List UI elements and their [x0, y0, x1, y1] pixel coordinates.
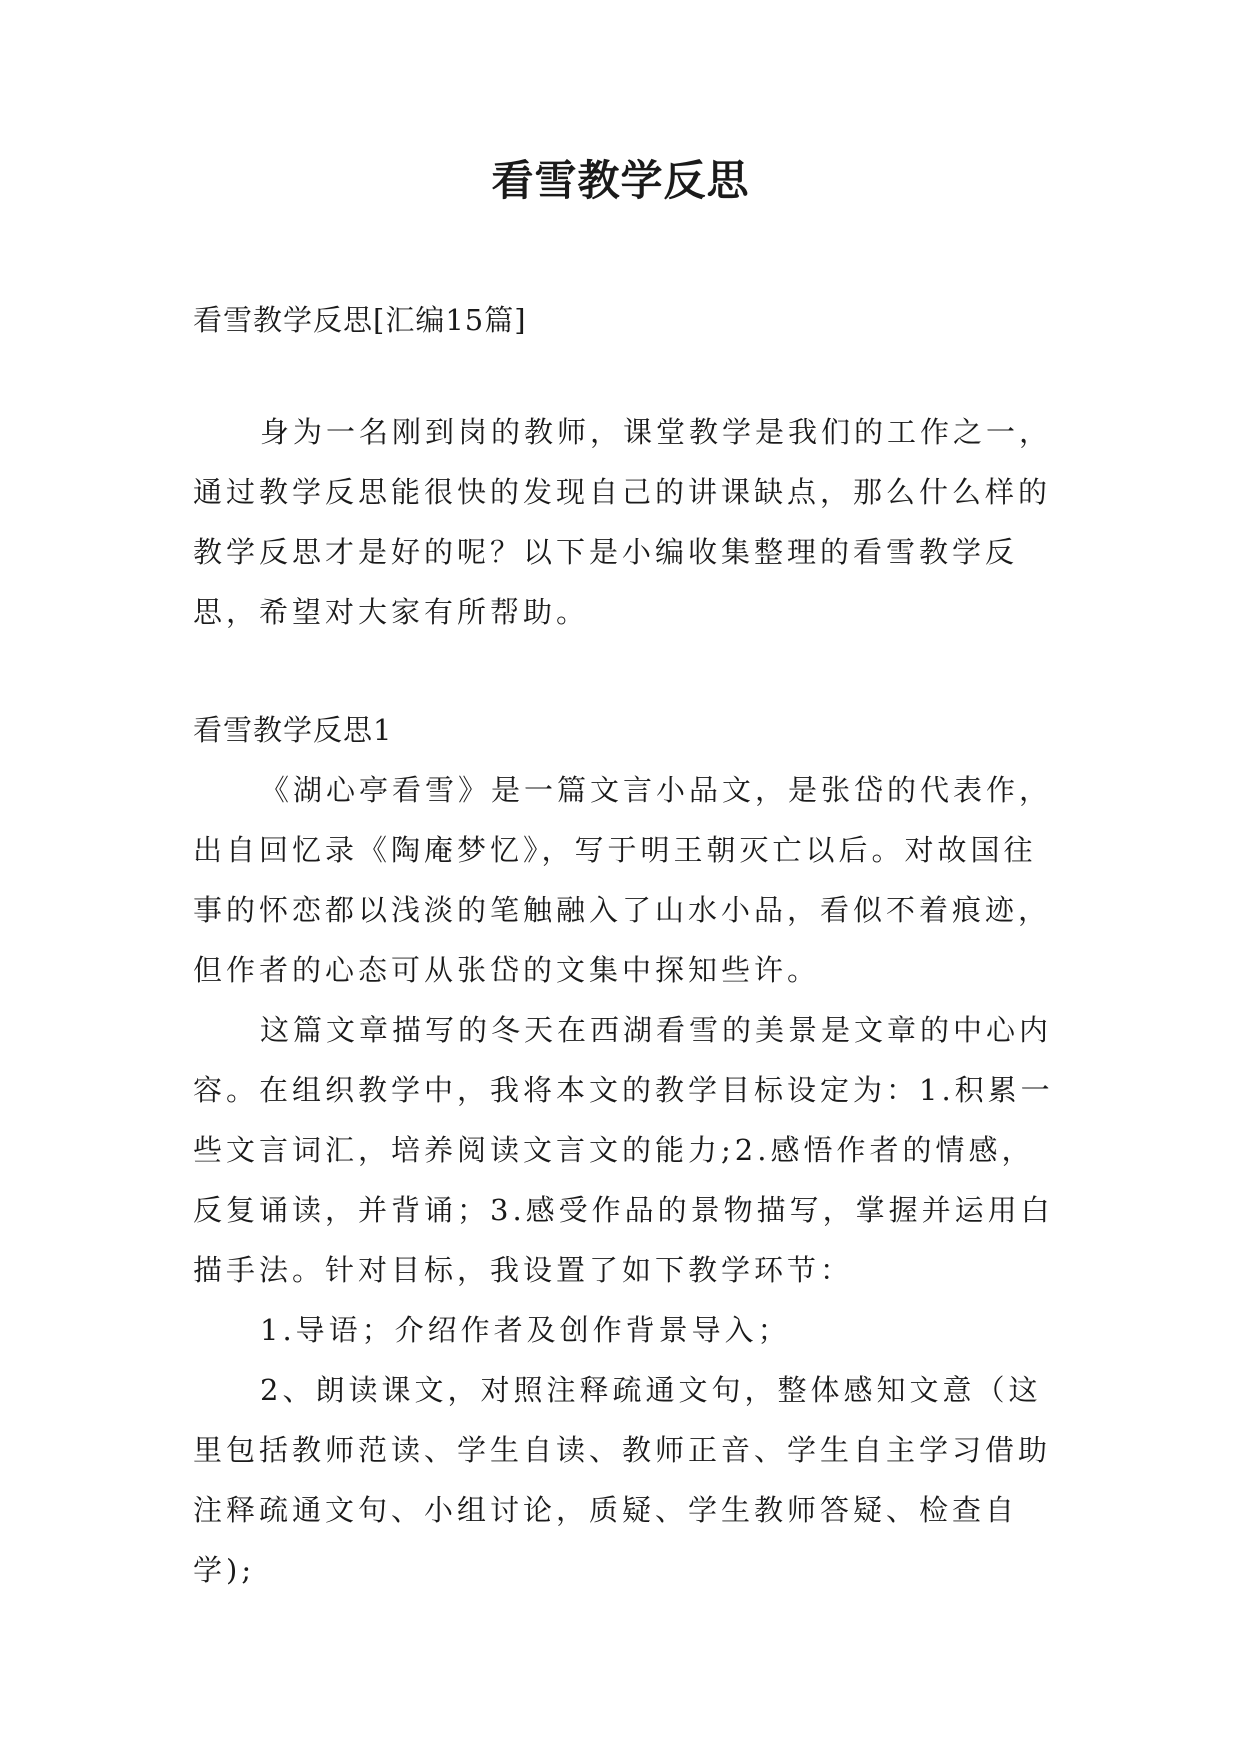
document-title: 看雪教学反思 [491, 156, 750, 205]
intro-paragraph: 身为一名刚到岗的教师，课堂教学是我们的工作之一，通过教学反思能很快的发现自己的讲课缺点，那么什么样的教学反思才是好的呢？以下是小编收集整理的看雪教学反思，希望对大家有所帮助。 [193, 415, 1053, 629]
body-paragraph: 《湖心亭看雪》是一篇文言小品文，是张岱的代表作，出自回忆录《陶庵梦忆》，写于明王朝灭亡以后。对故国往事的怀恋都以浅淡的笔触融入了山水小品，看似不着痕迹，但作者的心态可从张岱的文集中探知些许。 [193, 773, 1053, 987]
document-subtitle: 看雪教学反思[汇编15篇] [193, 303, 527, 337]
body-paragraph: 这篇文章描写的冬天在西湖看雪的美景是文章的中心内容。在组织教学中，我将本文的教学目标设定为：1.积累一些文言词汇，培养阅读文言文的能力;2.感悟作者的情感，反复诵读，并背诵；3.感受作品的景物描写，掌握并运用白描手法。针对目标，我设置了如下教学环节： [193, 1013, 1054, 1287]
section-body [193, 760, 1055, 1600]
section-heading: 看雪教学反思1 [193, 713, 393, 747]
body-paragraph: 1.导语；介绍作者及创作背景导入； [260, 1313, 791, 1347]
body-paragraph: 2、朗读课文，对照注释疏通文句，整体感知文意（这里包括教师范读、学生自读、教师正音、学生自主学习借助注释疏通文句、小组讨论，质疑、学生教师答疑、检查自学); [193, 1373, 1052, 1587]
